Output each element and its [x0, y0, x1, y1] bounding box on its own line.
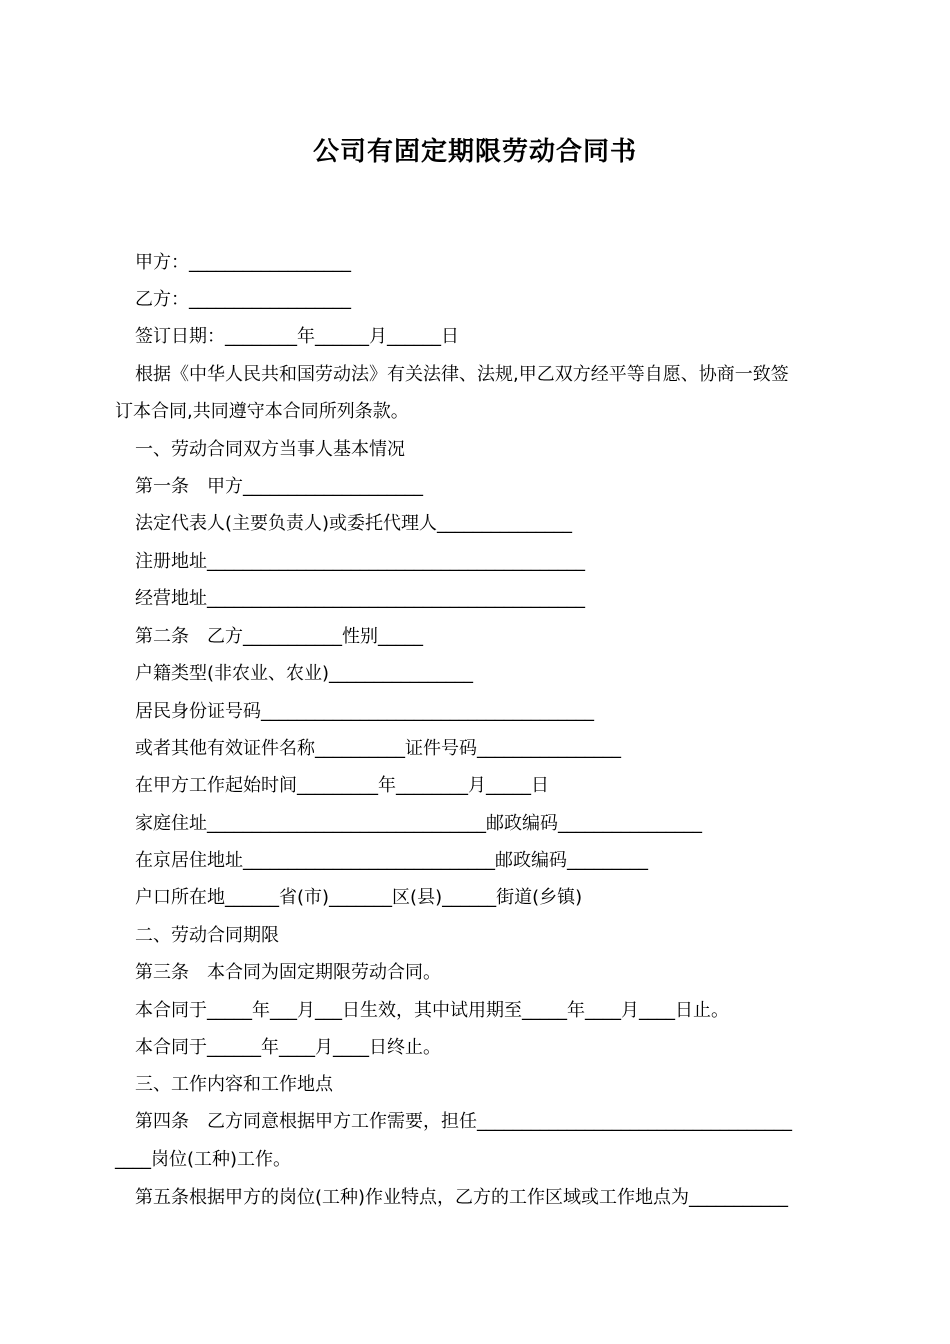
- household-type-line: 户籍类型(非农业、农业)________________: [135, 663, 474, 684]
- section-1-heading: 一、劳动合同双方当事人基本情况: [135, 439, 405, 460]
- effective-date-line: 本合同于_____年___月___日生效，其中试用期至_____年____月____日止。: [135, 1000, 729, 1021]
- article-5-line: 第五条根据甲方的岗位(工种)作业特点，乙方的工作区域或工作地点为___________: [135, 1187, 789, 1208]
- article-4-line-2: ____岗位(工种)工作。: [115, 1149, 292, 1170]
- id-number-line: 居民身份证号码_____________________________________: [135, 701, 594, 722]
- article-4-line-1: 第四条 乙方同意根据甲方工作需要，担任___________________________________: [135, 1111, 792, 1132]
- article-1-party-a: 第一条 甲方____________________: [135, 476, 423, 497]
- section-2-heading: 二、劳动合同期限: [135, 925, 279, 946]
- other-id-line: 或者其他有效证件名称__________证件号码________________: [135, 738, 621, 759]
- party-b-line: 乙方：__________________: [135, 289, 351, 310]
- preamble-line-2: 订本合同,共同遵守本合同所列条款。: [115, 401, 409, 422]
- section-3-heading: 三、工作内容和工作地点: [135, 1074, 333, 1095]
- start-date-line: 在甲方工作起始时间_________年________月_____日: [135, 775, 549, 796]
- hukou-location-line: 户口所在地______省(市)_______区(县)______街道(乡镇): [135, 887, 583, 908]
- home-address-line: 家庭住址_______________________________邮政编码________________: [135, 813, 702, 834]
- party-a-line: 甲方：__________________: [135, 252, 351, 273]
- preamble-line-1: 根据《中华人民共和国劳动法》有关法律、法规,甲乙双方经平等自愿、协商一致签: [135, 364, 789, 385]
- termination-date-line: 本合同于______年____月____日终止。: [135, 1037, 441, 1058]
- beijing-address-line: 在京居住地址____________________________邮政编码_________: [135, 850, 648, 871]
- signing-date-line: 签订日期：________年______月______日: [135, 326, 459, 347]
- document-title: 公司有固定期限劳动合同书: [312, 137, 637, 167]
- article-3-line: 第三条 本合同为固定期限劳动合同。: [135, 962, 441, 983]
- article-2-party-b: 第二条 乙方___________性别_____: [135, 626, 423, 647]
- legal-representative-line: 法定代表人(主要负责人)或委托代理人_______________: [135, 513, 573, 534]
- business-address-line: 经营地址__________________________________________: [135, 588, 585, 609]
- registered-address-line: 注册地址__________________________________________: [135, 551, 585, 572]
